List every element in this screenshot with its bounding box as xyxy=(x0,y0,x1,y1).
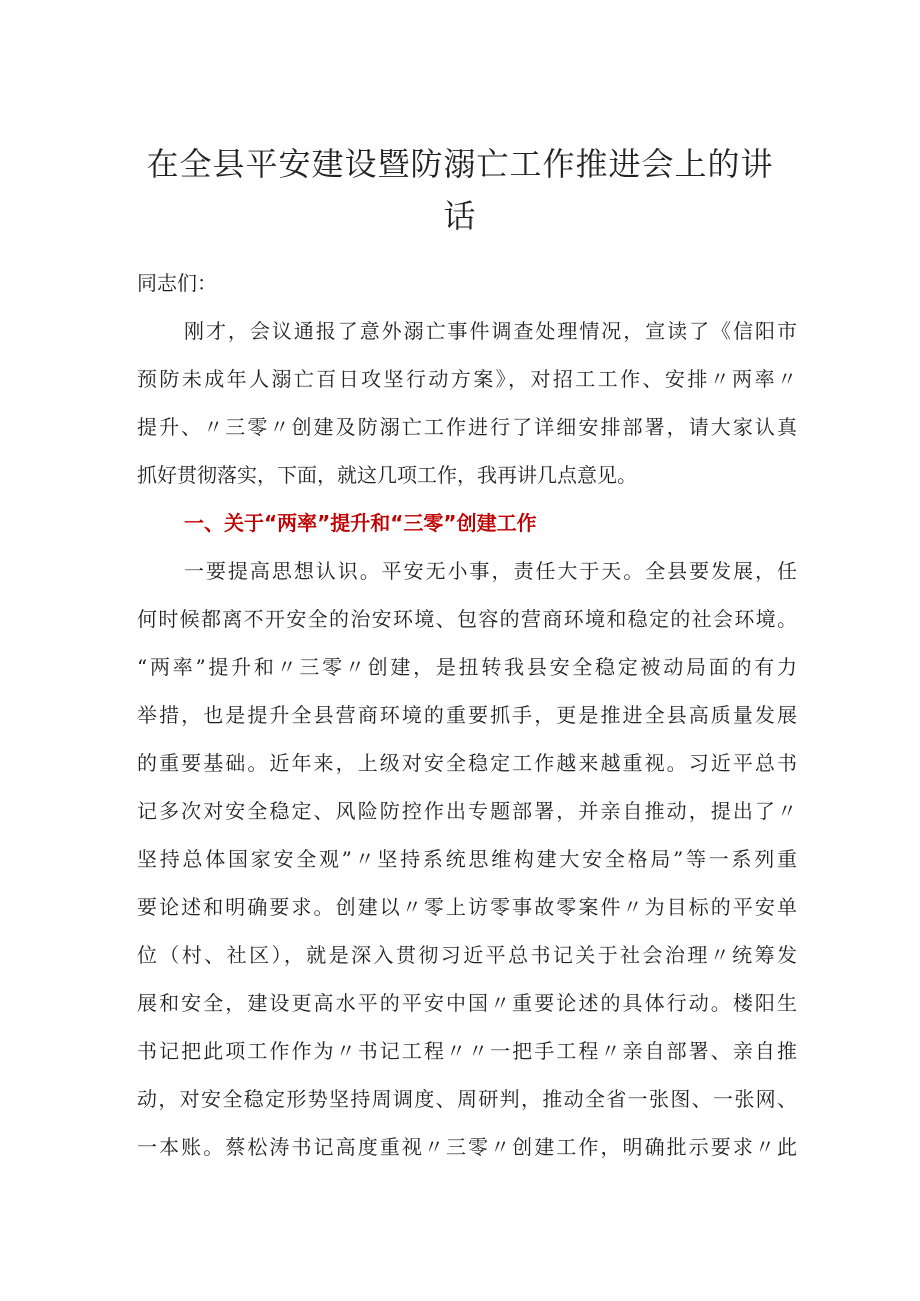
paragraph-2-line-3: “两率”提升和〃三零〃创建，是扭转我县安全稳定被动局面的有力 xyxy=(137,655,797,679)
paragraph-2-line-5: 的重要基础。近年来，上级对安全稳定工作越来越重视。习近平总书 xyxy=(137,751,797,775)
salutation: 同志们： xyxy=(137,271,217,295)
paragraph-2-line-2: 何时候都离不开安全的治安环境、包容的营商环境和稳定的社会环境。 xyxy=(137,607,797,631)
paragraph-2-line-11: 书记把此项工作作为〃书记工程〃〃一把手工程〃亲自部署、亲自推 xyxy=(137,1039,797,1063)
paragraph-1-line-2: 预防未成年人溺亡百日攻坚行动方案》，对招工工作、安排〃两率〃 xyxy=(137,367,797,391)
paragraph-1-line-3: 提升、〃三零〃创建及防溺亡工作进行了详细安排部署，请大家认真 xyxy=(137,415,797,439)
paragraph-2-line-1: 一要提高思想认识。平安无小事，责任大于天。全县要发展，任 xyxy=(184,559,797,583)
paragraph-1-line-4: 抓好贯彻落实，下面，就这几项工作，我再讲几点意见。 xyxy=(137,463,637,487)
paragraph-2-line-4: 举措，也是提升全县营商环境的重要抓手，更是推进全县高质量发展 xyxy=(137,703,797,727)
document-title-line-2: 话 xyxy=(443,197,477,235)
paragraph-2-line-10: 展和安全，建设更高水平的平安中国〃重要论述的具体行动。楼阳生 xyxy=(137,991,797,1015)
paragraph-2-line-6: 记多次对安全稳定、风险防控作出专题部署，并亲自推动，提出了〃 xyxy=(137,799,797,823)
paragraph-2-line-12: 动，对安全稳定形势坚持周调度、周研判，推动全省一张图、一张网、 xyxy=(137,1087,797,1111)
paragraph-2-line-13: 一本账。蔡松涛书记高度重视〃三零〃创建工作，明确批示要求〃此 xyxy=(137,1135,797,1159)
paragraph-2-line-7: 坚持总体国家安全观”〃坚持系统思维构建大安全格局”等一系列重 xyxy=(137,847,797,871)
section-1-heading: 一、关于“两率”提升和“三零”创建工作 xyxy=(184,511,537,535)
paragraph-1-line-1: 刚才，会议通报了意外溺亡事件调查处理情况，宣读了《信阳市 xyxy=(184,319,797,343)
paragraph-2-line-9: 位（村、社区），就是深入贯彻习近平总书记关于社会治理〃统筹发 xyxy=(137,943,797,967)
paragraph-2-line-8: 要论述和明确要求。创建以〃零上访零事故零案件〃为目标的平安单 xyxy=(137,895,797,919)
document-title-line-1: 在全县平安建设暨防溺亡工作推进会上的讲 xyxy=(146,145,774,183)
